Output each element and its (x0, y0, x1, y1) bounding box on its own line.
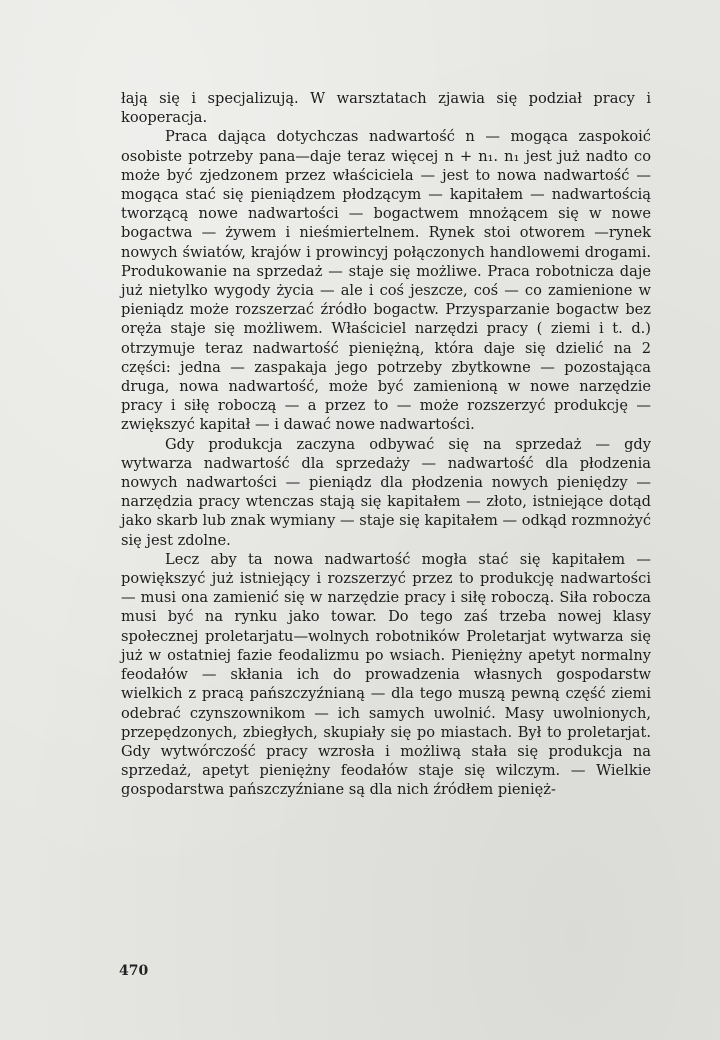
paragraph-3: Gdy produkcja zaczyna odbywać się na sprzedaż — gdy wytwarza nadwartość dla sprzedaży — nadwartość dla płodzenia nowych nadwartości — pieniądz dla płodzenia nowych pieniędzy — narzędzia pracy wtenczas stają się kapitałem — złoto, istniejące dotąd jako skarb lub znak wymiany — staje się kapitałem — odkąd rozmnożyć się jest zdolne. (121, 435, 651, 549)
body-text (121, 89, 651, 800)
paragraph-1: łają się i specjalizują. W warsztatach zjawia się podział pracy i kooperacja. (121, 90, 651, 127)
page-number: 470 (119, 963, 149, 979)
paragraph-4: Lecz aby ta nowa nadwartość mogła stać się kapitałem — powiększyć już istniejący i rozszerzyć przez to produkcję nadwartości — musi ona zamienić się w narzędzie pracy i siłę roboczą. Siła robocza musi być na rynku jako towar. Do tego zaś trzeba nowej klasy społecznej proletarjatu—wolnych robotników Proletarjat wytwarza się już w ostatniej fazie feodalizmu po wsiach. Pieniężny apetyt normalny feodałów — skłania ich do prowadzenia własnych gospodarstw wielkich z pracą pańszczyźnianą — dla tego muszą pewną część ziemi odebrać czynszownikom — ich samych uwolnić. Masy uwolnionych, przepędzonych, zbiegłych, skupiały się po miastach. Był to proletarjat. Gdy wytwórczość pracy wzrosła i możliwą stała się produkcja na sprzedaż, apetyt pieniężny feodałów staje się wilczym. — Wielkie gospodarstwa pańszczyźniane są dla nich źródłem pienięż- (121, 550, 651, 799)
paragraph-2: Praca dająca dotychczas nadwartość n — mogąca zaspokoić osobiste potrzeby pana—daje teraz więcej n + n₁. n₁ jest już nadto co może być zjedzonem przez właściciela — jest to nowa nadwartość — mogąca stać się pieniądzem płodzącym — kapitałem — nadwartością tworzącą nowe nadwartości — bogactwem mnożącem się w nowe bogactwa — żywem i nieśmiertelnem. Rynek stoi otworem —rynek nowych światów, krajów i prowincyj połączonych handlowemi drogami. Produkowanie na sprzedaż — staje się możliwe. Praca robotnicza daje już nietylko wygody życia — ale i coś jeszcze, coś — co zamienione w pieniądz może rozszerzać źródło bogactw. Przysparzanie bogactw bez oręża staje się możliwem. Właściciel narzędzi pracy ( ziemi i t. d.) otrzymuje teraz nadwartość pieniężną, która daje się dzielić na 2 części: jedna — zaspakaja jego potrzeby zbytkowne — pozostająca druga, nowa nadwartość, może być zamienioną w nowe narzędzie pracy i siłę roboczą — a przez to — może rozszerzyć produkcję — zwiększyć kapitał — i dawać nowe nadwartości. (121, 128, 651, 434)
